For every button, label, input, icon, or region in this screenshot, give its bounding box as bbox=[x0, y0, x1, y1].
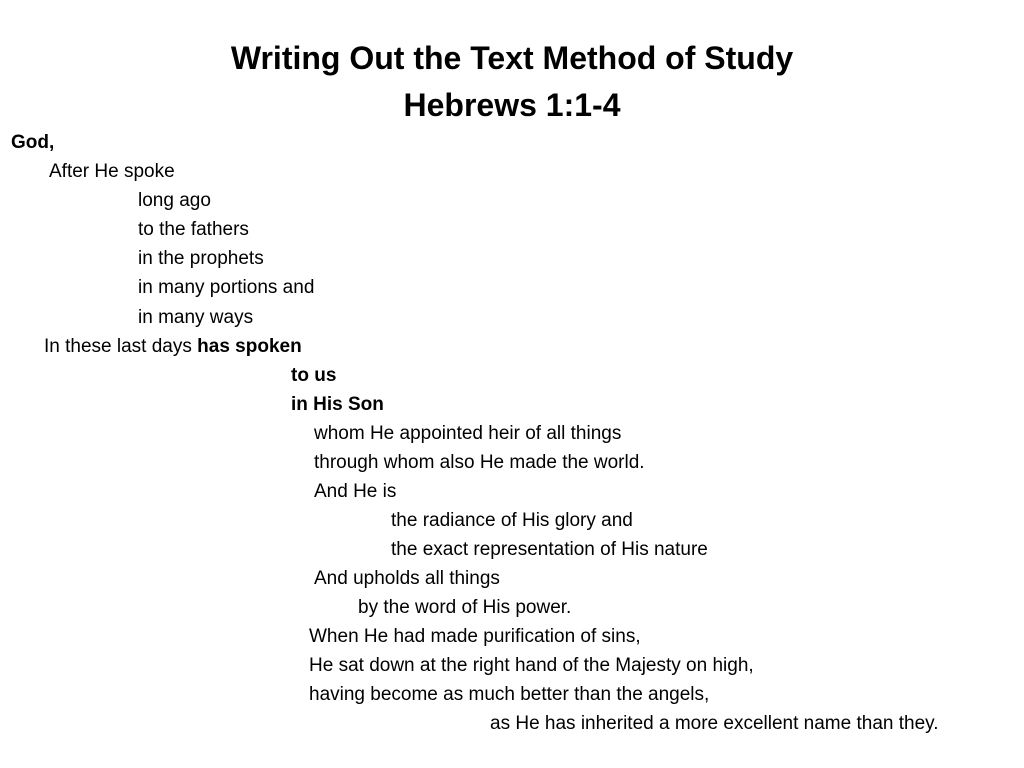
text-line: to the fathers bbox=[138, 219, 249, 240]
text-line: as He has inherited a more excellent name than they. bbox=[490, 713, 939, 734]
text-line: And He is bbox=[314, 481, 397, 502]
text-line: to us bbox=[291, 365, 337, 386]
text-line: in many portions and bbox=[138, 277, 315, 298]
text-line: And upholds all things bbox=[314, 568, 500, 589]
text-line: in His Son bbox=[291, 394, 384, 415]
text-line: having become as much better than the angels, bbox=[309, 684, 710, 705]
slide-title: Writing Out the Text Method of Study bbox=[230, 40, 794, 76]
text-line: in the prophets bbox=[138, 248, 264, 269]
text-line: in many ways bbox=[138, 307, 254, 328]
text-line: When He had made purification of sins, bbox=[309, 626, 641, 647]
text-line: through whom also He made the world. bbox=[314, 452, 645, 473]
text-line bbox=[44, 335, 302, 359]
text-line: by the word of His power. bbox=[358, 597, 572, 618]
text-segment-bold: has spoken bbox=[197, 336, 302, 357]
text-line: God, bbox=[11, 132, 55, 153]
text-line: He sat down at the right hand of the Majesty on high, bbox=[309, 655, 754, 676]
text-line: After He spoke bbox=[49, 161, 175, 182]
slide-subtitle: Hebrews 1:1-4 bbox=[403, 87, 621, 123]
text-line: the radiance of His glory and bbox=[391, 510, 633, 531]
text-line: whom He appointed heir of all things bbox=[314, 423, 622, 444]
text-segment: In these last days bbox=[44, 336, 192, 357]
text-line: long ago bbox=[138, 190, 211, 211]
text-line: the exact representation of His nature bbox=[391, 539, 708, 560]
